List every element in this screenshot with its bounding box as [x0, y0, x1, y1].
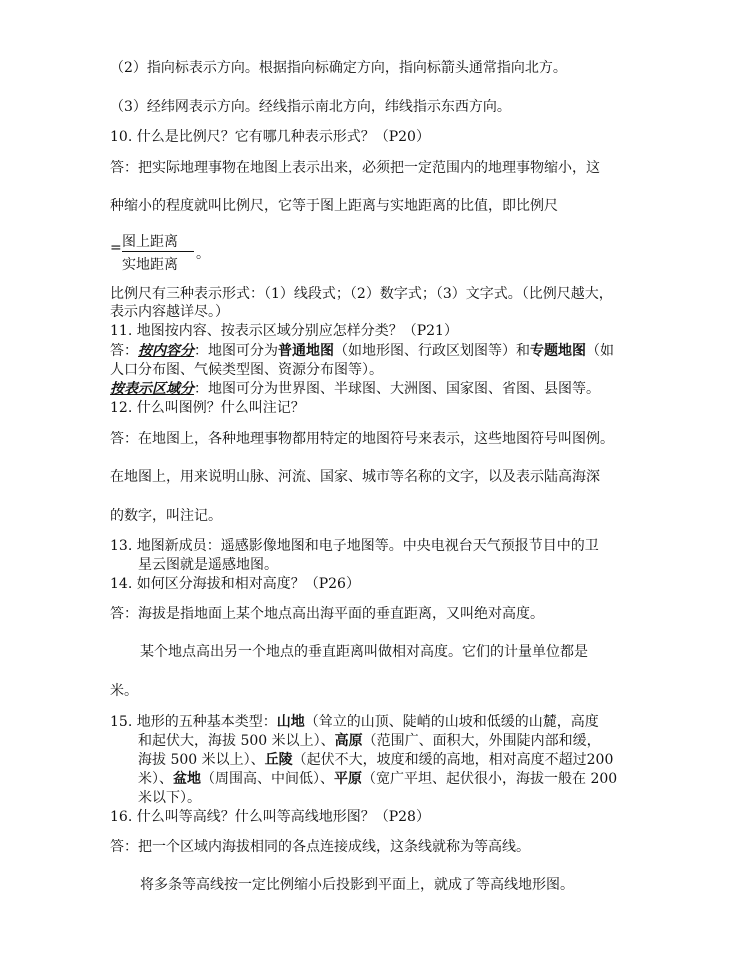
general-map-term: 普通地图: [278, 343, 334, 359]
mountain-term: 山地: [276, 714, 305, 730]
question-11: 11. 地图按内容、按表示区域分别应怎样分类？（P21）: [110, 323, 458, 339]
item-15: [138, 771, 617, 787]
by-content-heading: 按内容分: [138, 343, 194, 359]
answer-11-line: 人口分布图、气候类型图、资源分布图等）。: [110, 362, 383, 378]
text-run: （如: [586, 343, 614, 359]
text-run: （耸立的山顶、陡峭的山坡和低缓的山麓，高度: [304, 714, 599, 730]
text-line: （3）经纬网表示方向。经线指示南北方向，纬线指示东西方向。: [110, 99, 511, 115]
item-15: [138, 752, 613, 768]
item-15: [138, 733, 601, 749]
answer-12-line: 的数字，叫注记。: [110, 508, 222, 524]
text-run: ：地图可分为世界图、半球图、大洲图、国家图、省图、县图等。: [194, 381, 600, 397]
answer-12-line: 答：在地图上，各种地理事物都用特定的地图符号来表示，这些地图符号叫图例。: [110, 431, 614, 447]
item-13: 星云图就是遥感地图。: [138, 557, 278, 573]
question-10: 10. 什么是比例尺？它有哪几种表示形式？（P20）: [110, 129, 430, 145]
question-14: 14. 如何区分海拔和相对高度？（P26）: [110, 576, 360, 592]
text-run: ：地图可分为: [194, 343, 278, 359]
answer-11-line: [110, 343, 614, 359]
by-region-heading: 按表示区域分: [110, 381, 194, 397]
text-run: 海拔 500 米以上）、: [138, 752, 265, 768]
fraction-numerator: 图上距离: [122, 234, 178, 250]
fraction-denominator: 实地距离: [122, 257, 178, 273]
text-run: （宽广平坦、起伏很小，海拔一般在 200: [362, 771, 618, 787]
text-run: （如地形图、行政区划图等）和: [334, 343, 530, 359]
text-run: （起伏不大，坡度和缓的高地，相对高度不超过200: [292, 752, 614, 768]
answer-14-line: 米。: [110, 683, 138, 699]
answer-16-line: 将多条等高线按一定比例缩小后投影到平面上，就成了等高线地形图。: [140, 877, 574, 893]
fraction-period: 。: [196, 246, 210, 262]
scale-fraction: [110, 231, 230, 273]
answer-11-line: [110, 381, 600, 397]
answer-14-line: 答：海拔是指地面上某个地点高出海平面的垂直距离，又叫绝对高度。: [110, 606, 544, 622]
answer-10-line: 答：把实际地理事物在地图上表示出来，必须把一定范围内的地理事物缩小，这: [110, 160, 600, 176]
item-13: 13. 地图新成员：遥感影像地图和电子地图等。中央电视台天气预报节目中的卫: [110, 538, 599, 554]
answer-10-line: 表示内容越详尽。）: [110, 304, 229, 320]
answer-prefix: 答：: [110, 343, 138, 359]
plateau-term: 高原: [334, 733, 363, 749]
fraction-bar: [122, 251, 194, 252]
answer-12-line: 在地图上，用来说明山脉、河流、国家、城市等名称的文字，以及表示陆高海深: [110, 469, 600, 485]
hills-term: 丘陵: [264, 752, 293, 768]
question-16: 16. 什么叫等高线？什么叫等高线地形图？（P28）: [110, 809, 430, 825]
question-12: 12. 什么叫图例？什么叫注记？: [110, 400, 305, 416]
answer-14-line: 某个地点高出另一个地点的垂直距离叫做相对高度。它们的计量单位都是: [140, 644, 588, 660]
thematic-map-term: 专题地图: [530, 343, 586, 359]
text-run: 15. 地形的五种基本类型：: [110, 714, 277, 730]
answer-10-line: 种缩小的程度就叫比例尺，它等于图上距离与实地距离的比值，即比例尺: [110, 198, 558, 214]
text-run: 和起伏大，海拔 500 米以上）、: [138, 733, 335, 749]
text-line: （2）指向标表示方向。根据指向标确定方向，指向标箭头通常指向北方。: [110, 60, 567, 76]
answer-10-line: 比例尺有三种表示形式：（1）线段式；（2）数字式；（3）文字式。（比例尺越大，: [110, 286, 613, 302]
basin-term: 盆地: [173, 771, 201, 787]
item-15: 米以下）。: [138, 790, 201, 806]
plain-term: 平原: [334, 771, 362, 787]
text-run: 米）、: [138, 771, 173, 787]
equals-sign: =: [110, 240, 122, 256]
text-run: （范围广、面积大，外围陡内部和缓，: [362, 733, 601, 749]
answer-16-line: 答：把一个区域内海拔相同的各点连接成线，这条线就称为等高线。: [110, 839, 530, 855]
text-run: （周围高、中间低）、: [201, 771, 334, 787]
item-15: [110, 714, 599, 730]
